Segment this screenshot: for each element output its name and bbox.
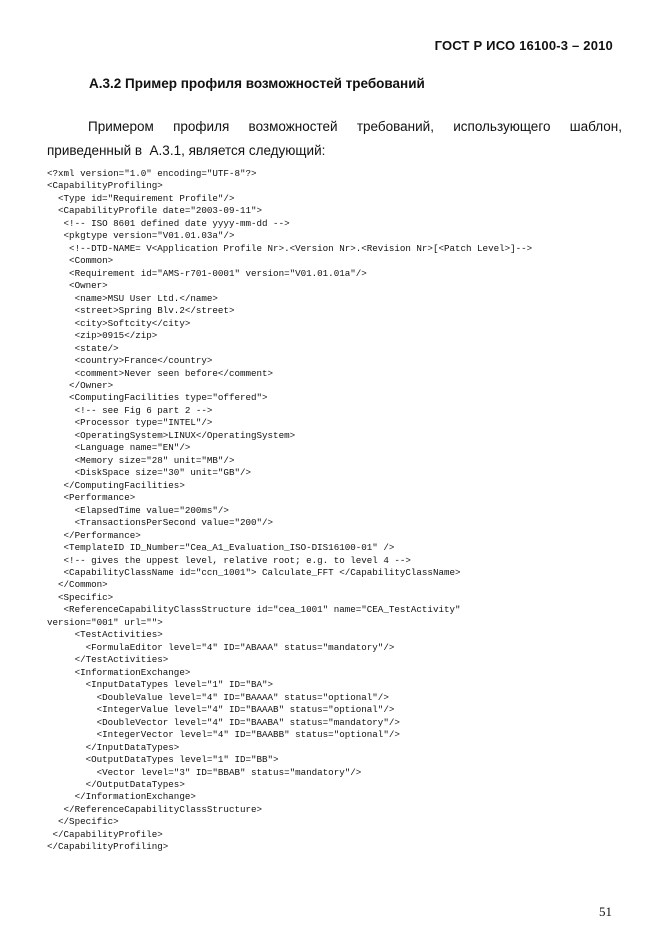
- code-line: <Vector level="3" ID="BBAB" status="mandatory"/>: [47, 766, 362, 778]
- code-line: </Performance>: [47, 529, 141, 541]
- code-line: <city>Softcity</city>: [47, 317, 191, 329]
- intro-line-1: [47, 115, 622, 139]
- code-line: <DoubleValue level="4" ID="BAAAA" status="optional"/>: [47, 691, 389, 703]
- code-line: </ComputingFacilities>: [47, 479, 185, 491]
- code-line: <TestActivities>: [47, 629, 163, 641]
- intro-word: требований,: [356, 119, 434, 134]
- intro-word: использующего: [453, 119, 551, 134]
- code-line: </Common>: [47, 579, 108, 591]
- code-line: </ReferenceCapabilityClassStructure>: [47, 803, 263, 815]
- code-line: <CapabilityClassName id="ccn_1001"> Calculate_FFT </CapabilityClassName>: [47, 567, 461, 578]
- code-line: </InformationExchange>: [47, 791, 196, 803]
- code-line: <Requirement id="AMS-r701-0001" version="V01.01.01a"/>: [47, 267, 367, 279]
- code-line: <DoubleVector level="4" ID="BAABA" status="mandatory"/>: [47, 716, 400, 728]
- standard-header: ГОСТ Р ИСО 16100-3 – 2010: [434, 38, 613, 53]
- code-line: <state/>: [47, 342, 119, 354]
- code-line: <Processor type="INTEL"/>: [47, 417, 213, 429]
- code-line: <!-- see Fig 6 part 2 -->: [47, 404, 213, 416]
- intro-line-2: приведенный в A.3.1, является следующий:: [47, 143, 326, 158]
- code-line: <zip>0915</zip>: [47, 330, 158, 342]
- code-line: </TestActivities>: [47, 654, 169, 666]
- code-line: <pkgtype version="V01.01.03a"/>: [47, 230, 235, 242]
- code-line: <!--DTD-NAME= V<Application Profile Nr>.<Version Nr>.<Revision Nr>[<Patch Level>]-->: [47, 242, 533, 254]
- code-line: </CapabilityProfiling>: [47, 841, 169, 853]
- code-line: <?xml version="1.0" encoding="UTF-8"?>: [47, 168, 257, 179]
- code-line: <Common>: [47, 255, 114, 267]
- intro-paragraph: [47, 115, 622, 163]
- code-line: <!-- gives the uppest level, relative root; e.g. to level 4 -->: [47, 554, 411, 566]
- code-line: </InputDataTypes>: [47, 741, 180, 753]
- code-line: <DiskSpace size="30" unit="GB"/>: [47, 467, 251, 479]
- intro-word: Примером: [88, 119, 154, 134]
- code-line: <FormulaEditor level="4" ID="ABAAA" status="mandatory"/>: [47, 641, 395, 653]
- intro-word: шаблон,: [569, 119, 622, 134]
- code-line: <ElapsedTime value="200ms"/>: [47, 504, 229, 516]
- code-line: <Specific>: [47, 591, 114, 603]
- code-line: <Performance>: [47, 492, 136, 504]
- code-line: <TransactionsPerSecond value="200"/>: [47, 517, 274, 529]
- code-line: </Specific>: [47, 816, 119, 828]
- intro-word: профиля: [173, 119, 230, 134]
- code-line: <InformationExchange>: [47, 666, 191, 678]
- code-line: <Owner>: [47, 280, 108, 292]
- code-line: <comment>Never seen before</comment>: [47, 367, 274, 379]
- code-line: version="001" url="">: [47, 616, 163, 628]
- code-line: </CapabilityProfile>: [47, 828, 163, 840]
- code-line: <IntegerValue level="4" ID="BAAAB" status="optional"/>: [47, 704, 395, 716]
- xml-code-listing: [47, 168, 532, 854]
- page-number: 51: [599, 904, 612, 919]
- code-line: <Type id="Requirement Profile"/>: [47, 192, 235, 204]
- code-line: <name>MSU User Ltd.</name>: [47, 292, 218, 304]
- code-line: <Language name="EN"/>: [47, 442, 191, 454]
- code-line: <CapabilityProfile date="2003-09-11">: [47, 205, 263, 217]
- code-line: <country>France</country>: [47, 355, 213, 367]
- intro-word: возможностей: [248, 119, 338, 134]
- code-line: <TemplateID ID_Number="Cea_A1_Evaluation_ISO-DIS16100-01" />: [47, 542, 395, 554]
- code-line: <ReferenceCapabilityClassStructure id="cea_1001" name="CEA_TestActivity": [47, 604, 461, 616]
- code-line: </Owner>: [47, 379, 114, 391]
- code-line: <OperatingSystem>LINUX</OperatingSystem>: [47, 429, 296, 441]
- code-line: <!-- ISO 8601 defined date yyyy-mm-dd -->: [47, 217, 290, 229]
- code-line: <CapabilityProfiling>: [47, 180, 163, 192]
- code-line: <IntegerVector level="4" ID="BAABB" status="optional"/>: [47, 729, 400, 741]
- code-line: </OutputDataTypes>: [47, 778, 185, 790]
- code-line: <OutputDataTypes level="1" ID="BB">: [47, 754, 279, 766]
- code-line: <Memory size="28" unit="MB"/>: [47, 454, 235, 466]
- section-title: A.3.2 Пример профиля возможностей требований: [89, 76, 425, 91]
- code-line: <street>Spring Blv.2</street>: [47, 305, 235, 317]
- code-line: <InputDataTypes level="1" ID="BA">: [47, 679, 274, 691]
- code-line: <ComputingFacilities type="offered">: [47, 392, 268, 404]
